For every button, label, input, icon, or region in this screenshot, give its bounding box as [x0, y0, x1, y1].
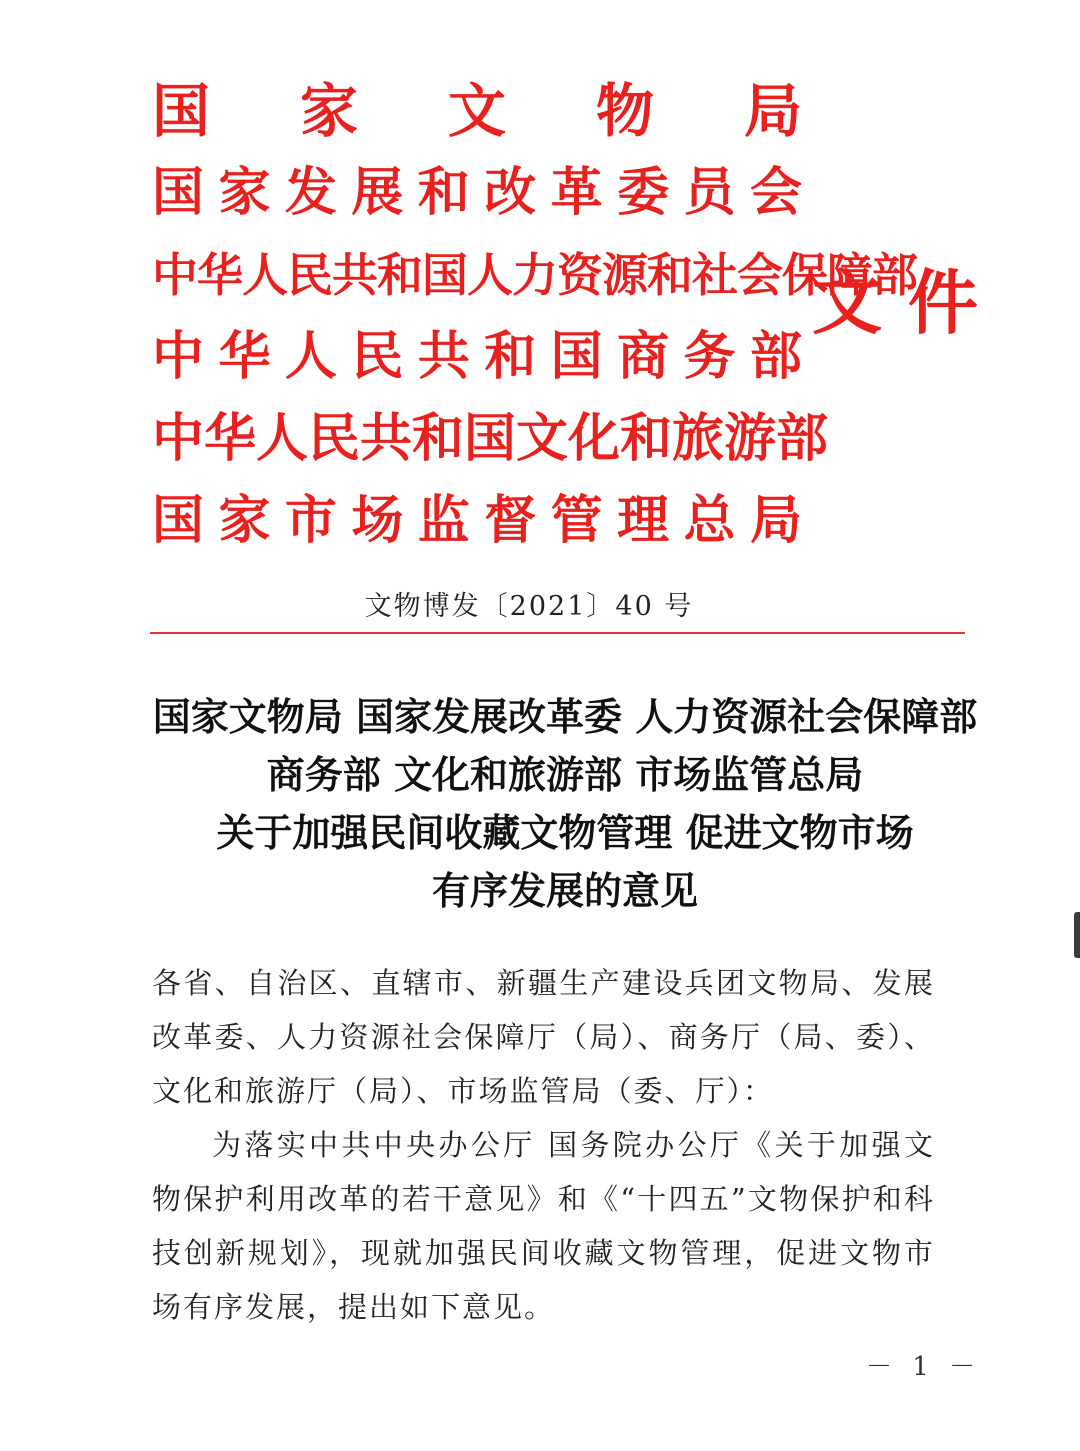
- document-title: [140, 688, 990, 920]
- document-type-label: 文件: [812, 262, 1004, 344]
- org-name: 中华人民共和国商务部: [152, 327, 802, 387]
- title-line: 国家文物局 国家发展改革委 人力资源社会保障部: [152, 695, 978, 739]
- page-number: － 1 －: [866, 1352, 982, 1382]
- org-name: 国家发展和改革委员会: [152, 163, 802, 223]
- body-paragraph: 为落实中共中央办公厅 国务院办公厅《关于加强文物保护利用改革的若干意见》和《“十四五”文物保护和科技创新规划》，现就加强民间收藏文物管理，促进文物市场有序发展，提出如下意见。: [152, 1128, 935, 1324]
- addressee-paragraph: 各省、自治区、直辖市、新疆生产建设兵团文物局、发展改革委、人力资源社会保障厅（局）、商务厅（局、委）、文化和旅游厅（局）、市场监管局（委、厅）：: [152, 966, 935, 1108]
- org-name: 国家市场监督管理总局: [152, 491, 802, 551]
- red-divider: [150, 632, 965, 634]
- org-name: 中华人民共和国文化和旅游部: [152, 409, 829, 469]
- document-number: 文物博发〔2021〕40 号: [364, 591, 694, 622]
- title-line: 商务部 文化和旅游部 市场监管总局: [266, 753, 864, 797]
- document-body: [152, 956, 935, 1334]
- title-line: 关于加强民间收藏文物管理 促进文物市场: [216, 811, 914, 855]
- scrollbar-thumb[interactable]: [1074, 912, 1080, 958]
- title-line: 有序发展的意见: [431, 869, 698, 913]
- org-name: 中华人民共和国人力资源和社会保障部: [152, 248, 917, 302]
- org-name: 国 家 文 物 局: [152, 77, 802, 145]
